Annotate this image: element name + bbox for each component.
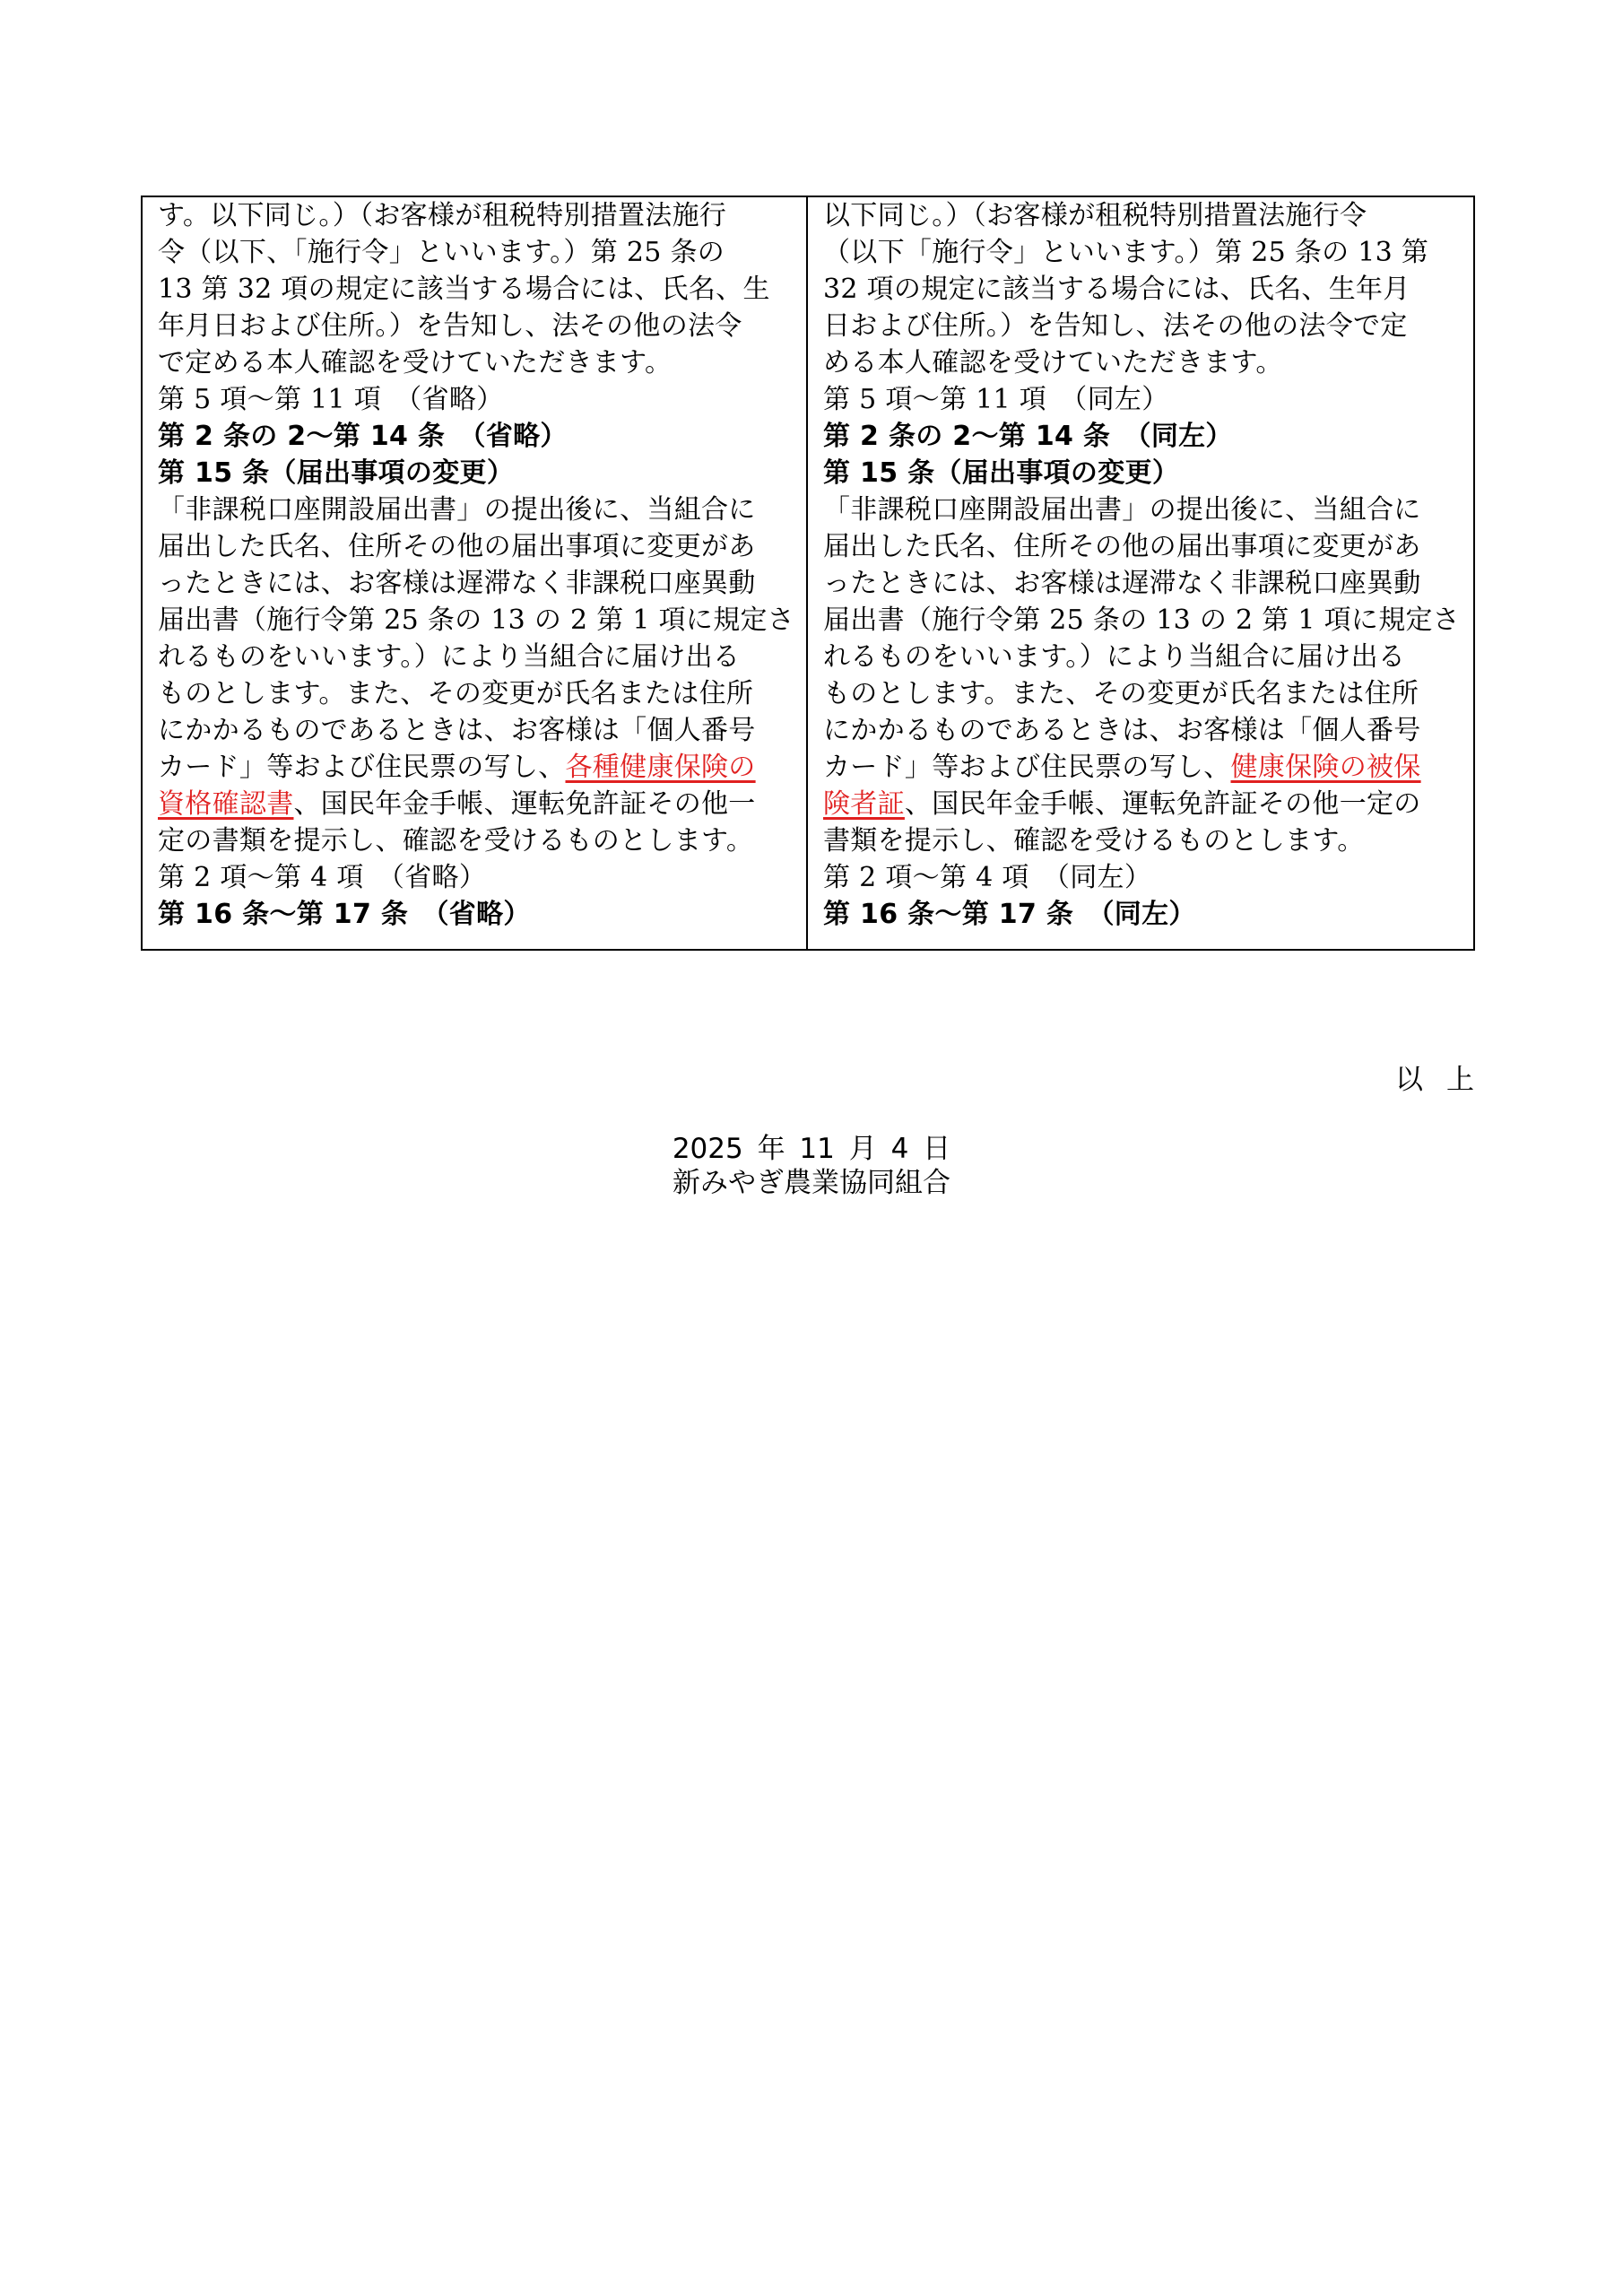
table-line: ものとします。また、その変更が氏名または住所 bbox=[158, 678, 754, 709]
table-line: 第 2 項～第 4 項 （省略） bbox=[158, 862, 487, 893]
article-heading: 第 15 条（届出事項の変更） bbox=[158, 457, 515, 489]
article-heading: 第 16 条～第 17 条 （省略） bbox=[158, 899, 531, 930]
issue-date: 2025 年 11 月 4 日 bbox=[672, 1133, 951, 1165]
table-line: れるものをいいます。）により当組合に届け出る bbox=[158, 641, 741, 673]
article-heading: 第 2 条の 2～第 14 条 （同左） bbox=[823, 421, 1233, 452]
table-line: 第 5 項～第 11 項 （同左） bbox=[823, 384, 1169, 415]
table-line bbox=[823, 749, 1464, 786]
table-line: 届出書（施行令第 25 条の 13 の 2 第 1 項に規定さ bbox=[158, 604, 795, 636]
line-text: 、国民年金手帳、運転免許証その他一定の bbox=[904, 788, 1421, 820]
table-line: 令（以下、「施行令」といいます。）第 25 条の bbox=[158, 237, 725, 268]
table-line: 第 2 項～第 4 項 （同左） bbox=[823, 862, 1152, 893]
table-line: 年月日および住所。）を告知し、法その他の法令 bbox=[158, 310, 742, 342]
article-heading: 第 2 条の 2～第 14 条 （省略） bbox=[158, 421, 568, 452]
table-line: 届出した氏名、住所その他の届出事項に変更があ bbox=[158, 531, 756, 562]
comparison-table bbox=[141, 196, 1475, 951]
table-line: 以下同じ。）（お客様が租税特別措置法施行令 bbox=[823, 200, 1367, 231]
table-line: 書類を提示し、確認を受けるものとします。 bbox=[823, 825, 1365, 857]
table-line: 第 5 項～第 11 項 （省略） bbox=[158, 384, 504, 415]
table-line: す。以下同じ。）（お客様が租税特別措置法施行 bbox=[158, 200, 727, 231]
changed-text: 資格確認書 bbox=[158, 788, 294, 820]
table-line: ったときには、お客様は遅滞なく非課税口座異動 bbox=[823, 568, 1421, 599]
table-line: 「非課税口座開設届出書」の提出後に、当組合に bbox=[158, 494, 756, 526]
table-line: にかかるものであるときは、お客様は「個人番号 bbox=[823, 715, 1421, 746]
article-heading: 第 16 条～第 17 条 （同左） bbox=[823, 899, 1196, 930]
table-line: 「非課税口座開設届出書」の提出後に、当組合に bbox=[823, 494, 1421, 526]
table-line: 定の書類を提示し、確認を受けるものとします。 bbox=[158, 825, 754, 857]
line-text: カード」等および住民票の写し、 bbox=[823, 752, 1231, 783]
table-line: 日および住所。）を告知し、法その他の法令で定 bbox=[823, 310, 1408, 342]
closing-remark: 以上 bbox=[1395, 1064, 1497, 1096]
table-line: で定める本人確認を受けていただきます。 bbox=[158, 347, 673, 378]
table-line bbox=[823, 786, 1464, 822]
table-line: （以下「施行令」といいます。）第 25 条の 13 第 bbox=[823, 237, 1429, 268]
table-line: 13 第 32 項の規定に該当する場合には、氏名、生 bbox=[158, 274, 770, 305]
article-heading: 第 15 条（届出事項の変更） bbox=[823, 457, 1180, 489]
table-line: める本人確認を受けていただきます。 bbox=[823, 347, 1283, 378]
table-column-right bbox=[808, 197, 1473, 949]
table-line: ものとします。また、その変更が氏名または住所 bbox=[823, 678, 1419, 709]
changed-text: 各種健康保険の bbox=[565, 752, 756, 783]
line-text: カード」等および住民票の写し、 bbox=[158, 752, 566, 783]
table-line bbox=[158, 749, 797, 786]
table-line: ったときには、お客様は遅滞なく非課税口座異動 bbox=[158, 568, 756, 599]
organization-name: 新みやぎ農業協同組合 bbox=[673, 1167, 950, 1199]
table-line: 32 項の規定に該当する場合には、氏名、生年月 bbox=[823, 274, 1410, 305]
table-line: 届出書（施行令第 25 条の 13 の 2 第 1 項に規定さ bbox=[823, 604, 1461, 636]
table-line: にかかるものであるときは、お客様は「個人番号 bbox=[158, 715, 756, 746]
changed-text: 健康保険の被保 bbox=[1230, 752, 1421, 783]
table-column-left bbox=[143, 197, 808, 949]
changed-text: 険者証 bbox=[823, 788, 905, 820]
table-line bbox=[158, 786, 797, 822]
table-line: 届出した氏名、住所その他の届出事項に変更があ bbox=[823, 531, 1421, 562]
line-text: 、国民年金手帳、運転免許証その他一 bbox=[293, 788, 756, 820]
table-line: れるものをいいます。）により当組合に届け出る bbox=[823, 641, 1406, 673]
